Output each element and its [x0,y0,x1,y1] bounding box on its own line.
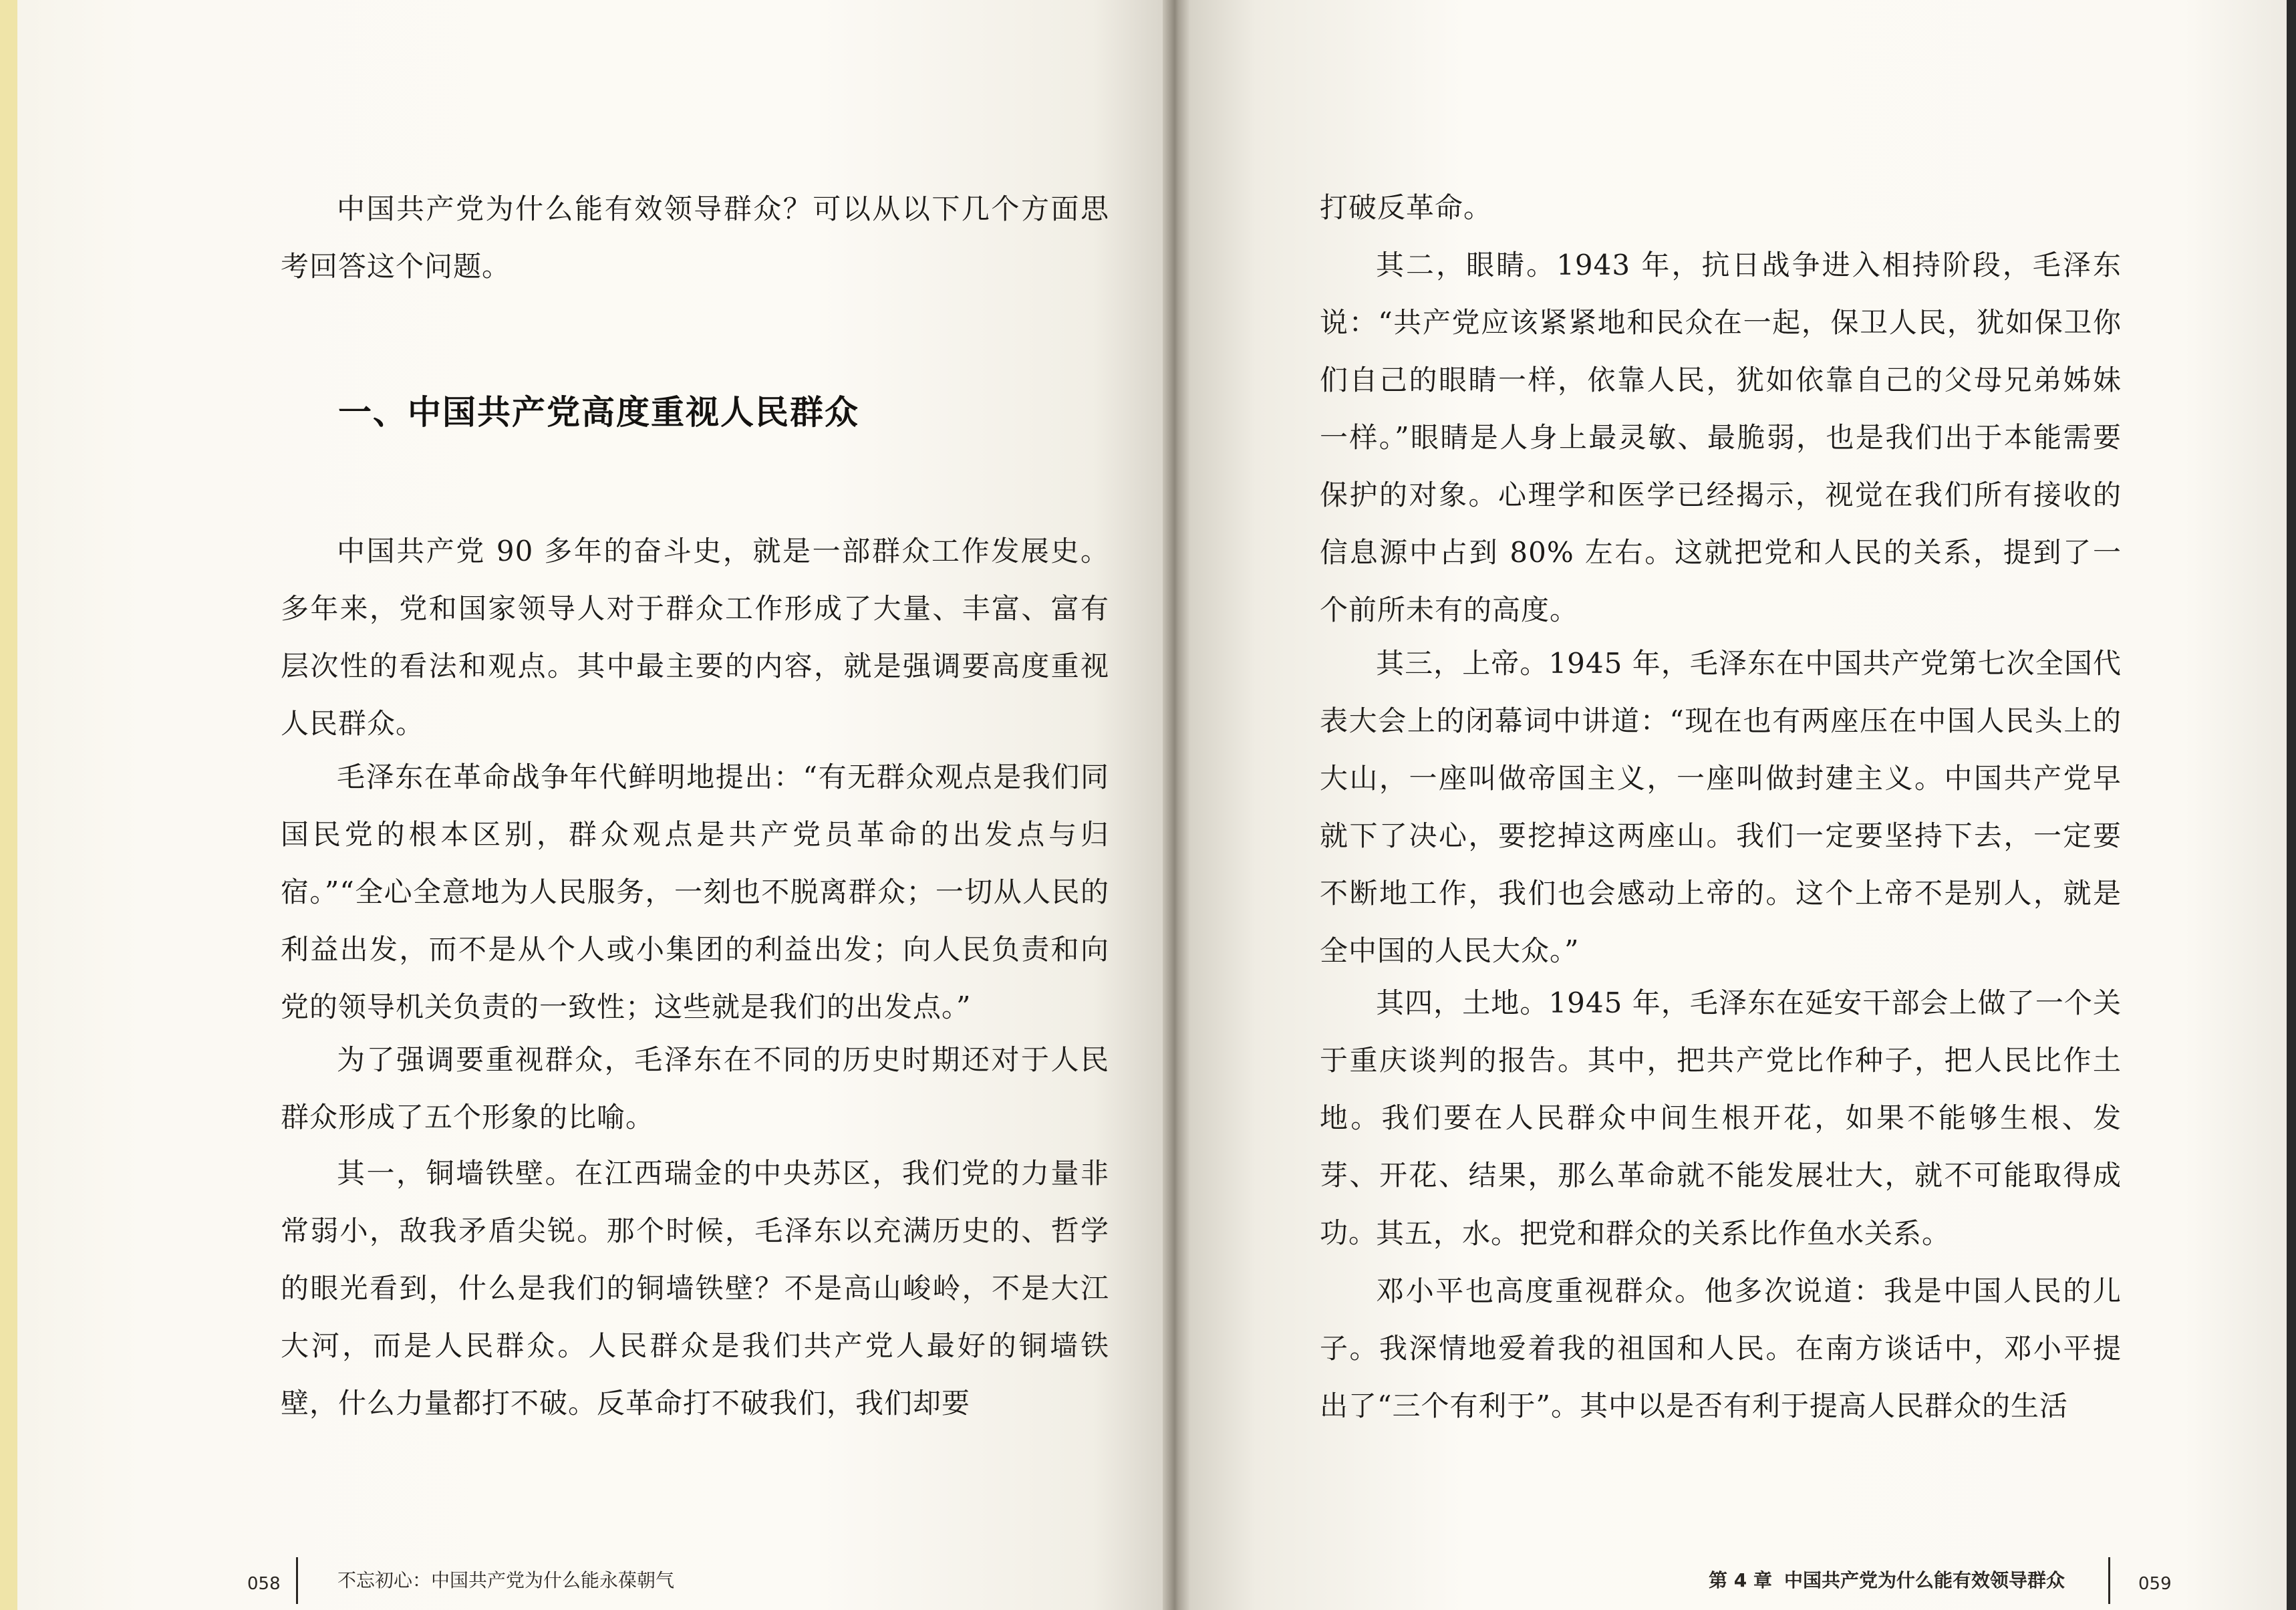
intro-paragraph: 中国共产党为什么能有效领导群众？可以从以下几个方面思考回答这个问题。 [281,192,1109,283]
footer-divider-left [296,1557,298,1604]
paragraph-3: 为了强调要重视群众，毛泽东在不同的历史时期还对于人民群众形成了五个形象的比喻。 [281,1043,1109,1133]
paragraph-5: 其二，眼睛。1943 年，抗日战争进入相持阶段，毛泽东说：“共产党应该紧紧地和民众在一起，保卫人民，犹如保卫你们自己的眼睛一样，依靠人民，犹如依靠自己的父母兄弟姊妹一样。”眼睛是人身上最灵敏、最脆弱，也是我们出于本能需要保护的对象。心理学和医学已经揭示，视觉在我们所有接收的信息源中占到 80% 左右。这就把党和人民的关系，提到了一个前所未有的高度。 [1320,249,2122,626]
section-heading: 一、中国共产党高度重视人民群众 [338,393,859,432]
paragraph-8: 其五，水。把党和群众的关系比作鱼水关系。 [1376,1217,1951,1250]
paragraph-2: 毛泽东在革命战争年代鲜明地提出：“有无群众观点是我们同国民党的根本区别，群众观点是共产党员革命的出发点与归宿。”“全心全意地为人民服务，一刻也不脱离群众；一切从人民的利益出发，而不是从个人或小集团的利益出发；向人民负责和向党的领导机关负责的一致性；这些就是我们的出发点。” [281,761,1109,1023]
paragraph-1: 中国共产党 90 多年的奋斗史，就是一部群众工作发展史。多年来，党和国家领导人对于群众工作形成了大量、丰富、富有层次性的看法和观点。其中最主要的内容，就是强调要高度重视人民群众。 [281,535,1109,740]
book-gutter [1163,0,1189,1610]
page-number-left: 058 [247,1574,281,1594]
page-number-right: 059 [2138,1574,2172,1594]
chapter-label: 第 4 章 [1709,1569,1772,1591]
footer-divider-right [2108,1557,2110,1604]
running-title-left: 不忘初心：中国共产党为什么能永葆朝气 [337,1569,675,1591]
paragraph-9: 邓小平也高度重视群众。他多次说道：我是中国人民的儿子。我深情地爱着我的祖国和人民。在南方谈话中，邓小平提出了“三个有利于”。其中以是否有利于提高人民群众的生活 [1320,1274,2122,1422]
right-page [1189,0,2296,1610]
running-title-right: 中国共产党为什么能有效领导群众 [1784,1569,2065,1591]
paragraph-continued: 打破反革命。 [1320,191,1493,224]
paragraph-6: 其三，上帝。1945 年，毛泽东在中国共产党第七次全国代表大会上的闭幕词中讲道：“现在也有两座压在中国人民头上的大山，一座叫做帝国主义，一座叫做封建主义。中国共产党早就下了决心，要挖掉这两座山。我们一定要坚持下去，一定要不断地工作，我们也会感动上帝的。这个上帝不是别人，就是全中国的人民大众。” [1320,647,2122,967]
paragraph-4: 其一，铜墙铁壁。在江西瑞金的中央苏区，我们党的力量非常弱小，敌我矛盾尖锐。那个时候，毛泽东以充满历史的、哲学的眼光看到，什么是我们的铜墙铁壁？不是高山峻岭，不是大江大河，而是人民群众。人民群众是我们共产党人最好的铜墙铁壁，什么力量都打不破。反革命打不破我们，我们却要 [281,1157,1109,1420]
page-edge-right [2287,0,2296,1610]
page-edge-left [0,0,17,1610]
paragraph-7: 其四，土地。1945 年，毛泽东在延安干部会上做了一个关于重庆谈判的报告。其中，把共产党比作种子，把人民比作土地。我们要在人民群众中间生根开花，如果不能够生根、发芽、开花、结果，那么革命就不能发展壮大，就不可能取得成功。 [1320,986,2122,1249]
